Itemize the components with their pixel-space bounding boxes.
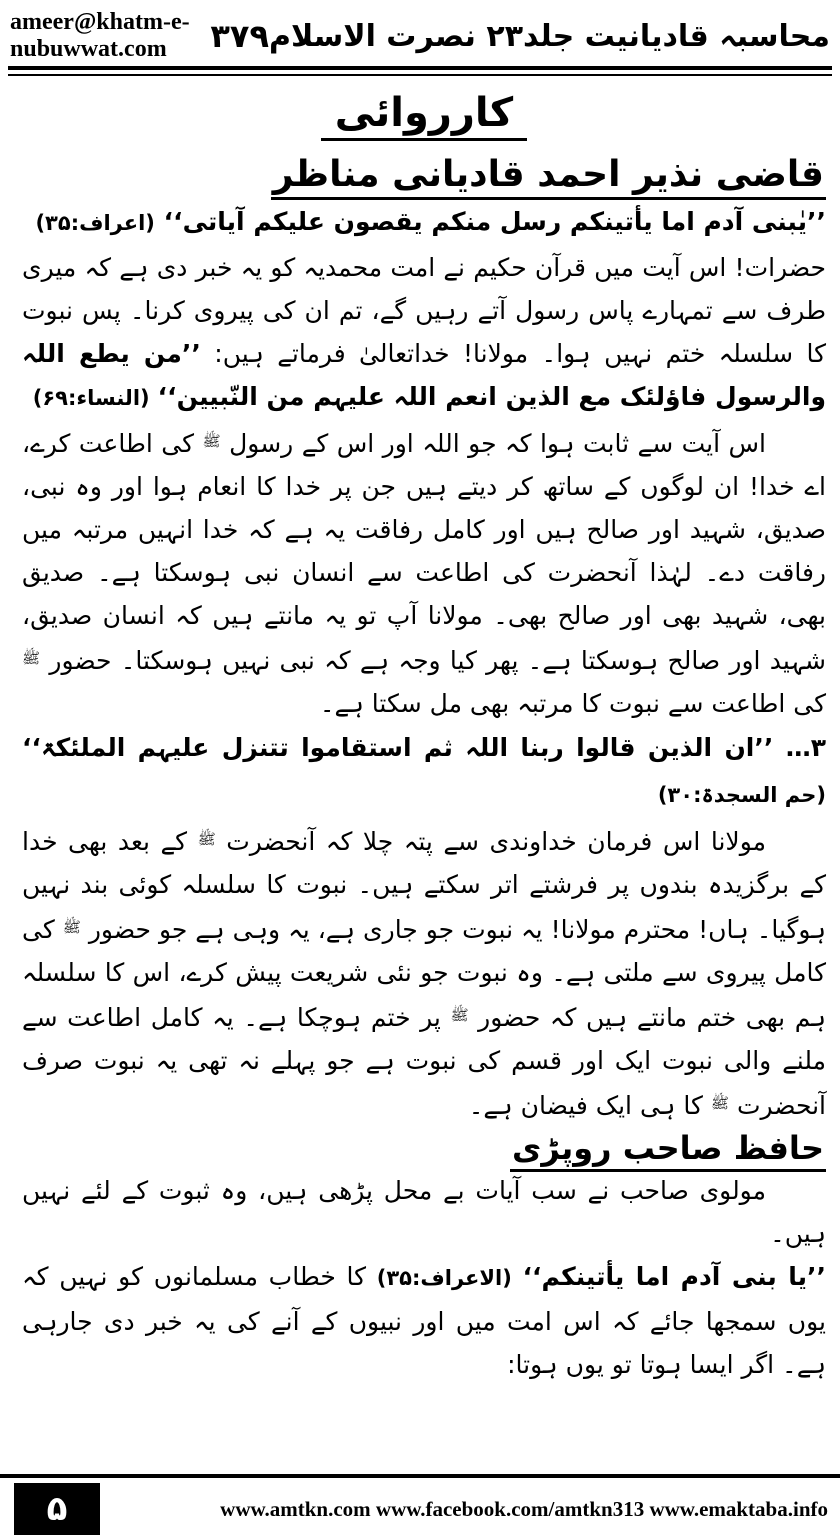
footer-links[interactable]: www.amtkn.com www.facebook.com/amtkn313 www.emaktaba.info bbox=[220, 1496, 828, 1521]
header-left bbox=[10, 9, 269, 63]
salutation-symbol: ﷺ bbox=[450, 1006, 469, 1024]
header-email[interactable]: ameer@khatm-e-nubuwwat.com bbox=[10, 9, 190, 62]
book-title: محاسبہ قادیانیت جلد۲۳ نصرت الاسلام bbox=[268, 18, 830, 54]
salutation-symbol: ﷺ bbox=[197, 830, 216, 848]
quote-reference: (حم السجدۃ:۳۰) bbox=[657, 783, 826, 807]
header-rule-thin bbox=[8, 74, 832, 76]
paragraph-molvi: مولوی صاحب نے سب آیات بے محل پڑھی ہیں، وہ ثبوت کے لئے نہیں ہیں۔ bbox=[22, 1176, 826, 1248]
section-heading-hafiz: حافظ صاحب روپڑی bbox=[22, 1129, 826, 1167]
header-page-number: ۳۷۹ bbox=[210, 17, 269, 55]
quote-bani-adam: ’’یا بنی آدم اما یأتینکم‘‘ bbox=[522, 1262, 826, 1291]
quote-reference: (الاعراف:۳۵) bbox=[376, 1266, 512, 1290]
salutation-symbol: ﷺ bbox=[202, 432, 221, 450]
section-heading-qazi: قاضی نذیر احمد قادیانی مناظر bbox=[22, 154, 826, 195]
page-header bbox=[10, 10, 830, 62]
page-footer bbox=[0, 1474, 840, 1540]
chapter-title: کارروائی bbox=[22, 90, 826, 136]
item-number: ۳… bbox=[785, 733, 826, 762]
footer-page-number: ۵ bbox=[14, 1483, 100, 1535]
quote-nisa-reference: (النساء:۶۹) bbox=[32, 386, 150, 410]
salutation-symbol: ﷺ bbox=[22, 649, 41, 667]
quote-araf bbox=[22, 199, 826, 246]
paragraph-khitab: ’’یا بنی آدم اما یأتینکم‘‘ (الاعراف:۳۵) کا خطاب مسلمانوں کو نہیں کہ یوں سمجھا جائے کہ اس امت میں اور نبیوں کے آنے کی یہ خبر دی جارہی ہے۔ اگر ایسا ہوتا تو یوں ہوتا: bbox=[22, 1262, 826, 1379]
quote-text: ’’یٰبنی آدم اما یأتینکم رسل منکم یقصون علیکم آیاتی‘‘ bbox=[163, 207, 826, 236]
paragraph-farishte: مولانا اس فرمان خداوندی سے پتہ چلا کہ آنحضرت $^ﷺ$ کے بعد بھی خدا کے برگزیدہ بندوں پر فرشتے اتر سکتے ہیں۔ نبوت کا سلسلہ کوئی بند نہیں ہوگیا۔ ہاں! محترم مولانا! یہ نبوت جو جاری ہے، یہ وہی ہے جو حضور $^ﷺ$ کی کامل پیروی سے ملتی ہے۔ وہ نبوت جو نئی شریعت پیش کرے، اس کا سلسلہ ہم بھی ختم مانتے ہیں کہ حضور $^ﷺ$ پر ختم ہوچکا ہے۔ یہ کامل اطاعت سے ملنے والی نبوت ایک اور قسم کی نبوت ہے جو پہلے نہ تھی یہ نبوت صرف آنحضرت $^ﷺ$ کا ہی ایک فیضان ہے۔ bbox=[22, 827, 826, 1120]
salutation-symbol: ﷺ bbox=[62, 918, 81, 936]
salutation-symbol: ﷺ bbox=[710, 1094, 729, 1112]
quote-nisa: ’’من یطع اللہ والرسول فاؤلئک مع الذین انعم اللہ علیہم من النّبیین‘‘ bbox=[22, 339, 826, 411]
paragraph-itaat: اس آیت سے ثابت ہوا کہ جو اللہ اور اس کے رسول $^ﷺ$ کی اطاعت کرے، اے خدا! ان لوگوں کے ساتھ کر دیتے ہیں جن پر خدا کا انعام ہوا اور وہ نبی، صدیق، شہید اور صالح ہیں اور کامل رفاقت یہ ہے کہ خدا انہیں مرتبہ میں رفاقت دے۔ لہٰذا آنحضرت کی اطاعت سے انسان نبی ہوسکتا ہے۔ صدیق بھی، شہید بھی اور صالح بھی۔ مولانا آپ تو یہ مانتے ہیں کہ انسان صدیق، شہید اور صالح ہوسکتا ہے۔ پھر کیا وجہ ہے کہ نبی نہیں ہوسکتا۔ حضور $^ﷺ$ کی اطاعت سے نبوت کا مرتبہ بھی مل سکتا ہے۔ bbox=[22, 429, 826, 718]
header-rule-thick bbox=[8, 66, 832, 70]
page-body bbox=[22, 82, 826, 1474]
paragraph-hazrat: حضرات! اس آیت میں قرآن حکیم نے امت محمدیہ کو یہ خبر دی ہے کہ میری طرف سے تمہارے پاس رسول آتے رہیں گے، تم ان کی پیروی کرنا۔ پس نبوت کا سلسلہ ختم نہیں ہوا۔ مولانا! خداتعالیٰ فرماتے ہیں: ’’من یطع اللہ والرسول فاؤلئک مع الذین انعم اللہ علیہم من النّبیین‘‘ (النساء:۶۹) bbox=[22, 253, 826, 411]
quote-reference: (اعراف:۳۵) bbox=[35, 211, 155, 235]
quote-ha-mim-sajda: ۳… ’’ان الذین قالوا ربنا اللہ ثم استقاموا تتنزل علیہم الملئکۃ‘‘ (حم السجدۃ:۳۰) bbox=[22, 733, 826, 807]
